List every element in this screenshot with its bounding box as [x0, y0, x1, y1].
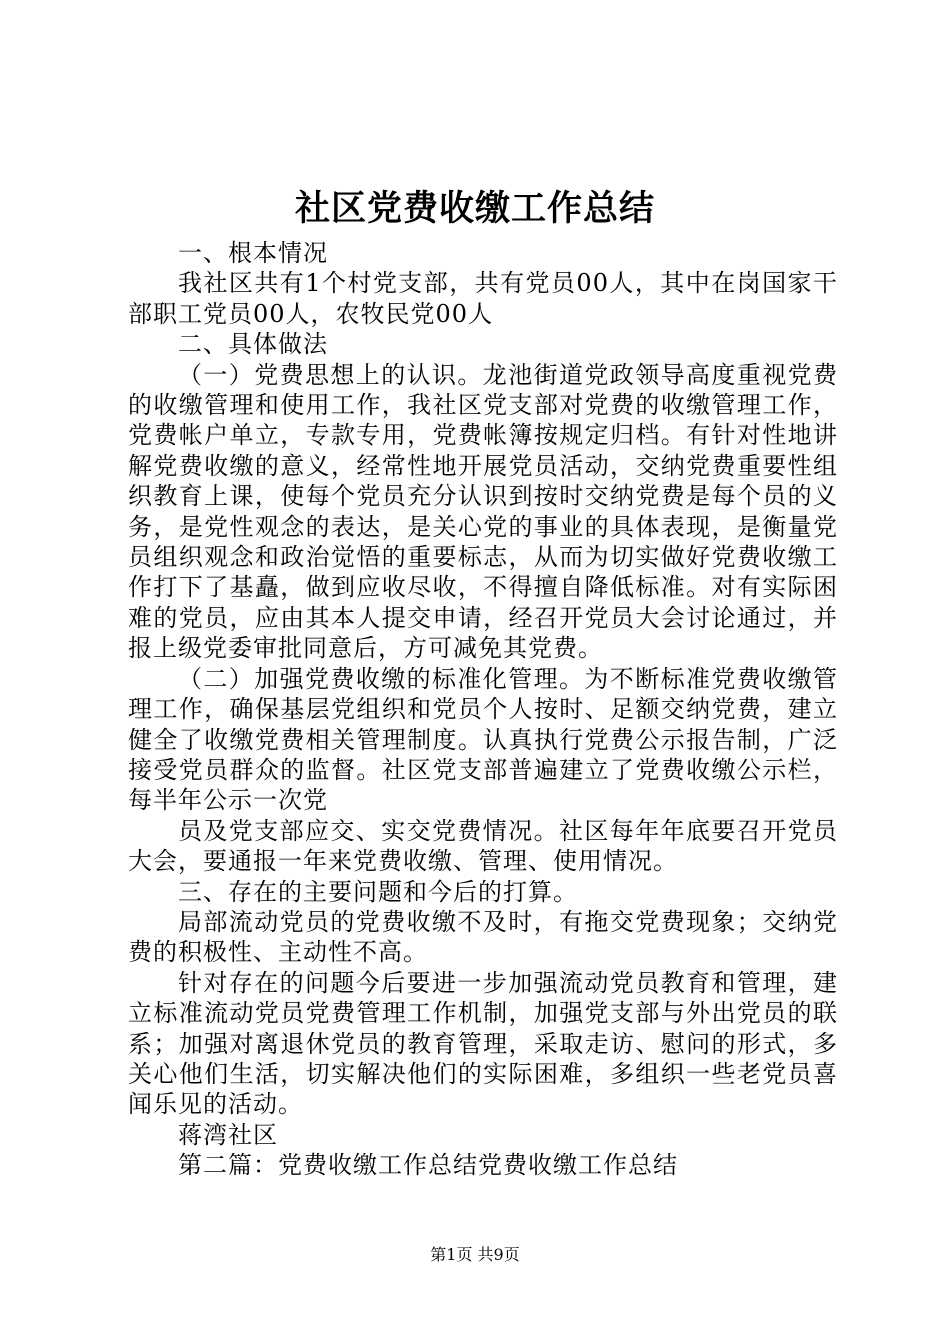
section-heading-practices: 二、具体做法	[178, 330, 328, 359]
document-title: 社区党费收缴工作总结	[294, 188, 655, 229]
paragraph-future-plans: 针对存在的问题今后要进一步加强流动党员教育和管理，建立标准流动党员党费管理工作机制，加强党支部与外出党员的联系；加强对离退休党员的教育管理，采取走访、慰问的形式，多关心他们生活，切实解决他们的实际困难，多组织一些老党员喜闻乐见的活动。	[128, 968, 838, 1119]
section-heading-problems: 三、存在的主要问题和今后的打算。	[178, 877, 578, 906]
paragraph-standardized-management: （二）加强党费收缴的标准化管理。为不断标准党费收缴管理工作，确保基层党组织和党员个人按时、足额交纳党费，建立健全了收缴党费相关管理制度。认真执行党费公示报告制，广泛接受党员群众的监督。社区党支部普遍建立了党费收缴公示栏，每半年公示一次党	[128, 664, 838, 815]
next-article-heading: 第二篇：党费收缴工作总结党费收缴工作总结	[178, 1151, 678, 1180]
page-number-footer: 第1页 共9页	[430, 1245, 520, 1264]
signature-community: 蒋湾社区	[178, 1120, 278, 1149]
paragraph-ideological-awareness: （一）党费思想上的认识。龙池街道党政领导高度重视党费的收缴管理和使用工作，我社区党支部对党费的收缴管理工作，党费帐户单立，专款专用，党费帐簿按规定归档。有针对性地讲解党费收缴的意义，经常性地开展党员活动，交纳党费重要性组织教育上课，使每个党员充分认识到按时交纳党费是每个员的义务，是党性观念的表达，是关心党的事业的具体表现，是衡量党员组织观念和政治觉悟的重要标志，从而为切实做好党费收缴工作打下了基矗，做到应收尽收，不得擅自降低标准。对有实际困难的党员，应由其本人提交申请，经召开党员大会讨论通过，并报上级党委审批同意后，方可减免其党费。	[128, 360, 838, 663]
paragraph-problems: 局部流动党员的党费收缴不及时，有拖交党费现象；交纳党费的积极性、主动性不高。	[128, 907, 838, 967]
document-body	[128, 238, 838, 1181]
paragraph-annual-report: 员及党支部应交、实交党费情况。社区每年年底要召开党员大会，要通报一年来党费收缴、管理、使用情况。	[128, 816, 838, 876]
paragraph-member-count: 我社区共有1个村党支部，共有党员00人，其中在岗国家干部职工党员00人，农牧民党00人	[128, 269, 838, 328]
section-heading-basic-situation: 一、根本情况	[178, 239, 328, 267]
